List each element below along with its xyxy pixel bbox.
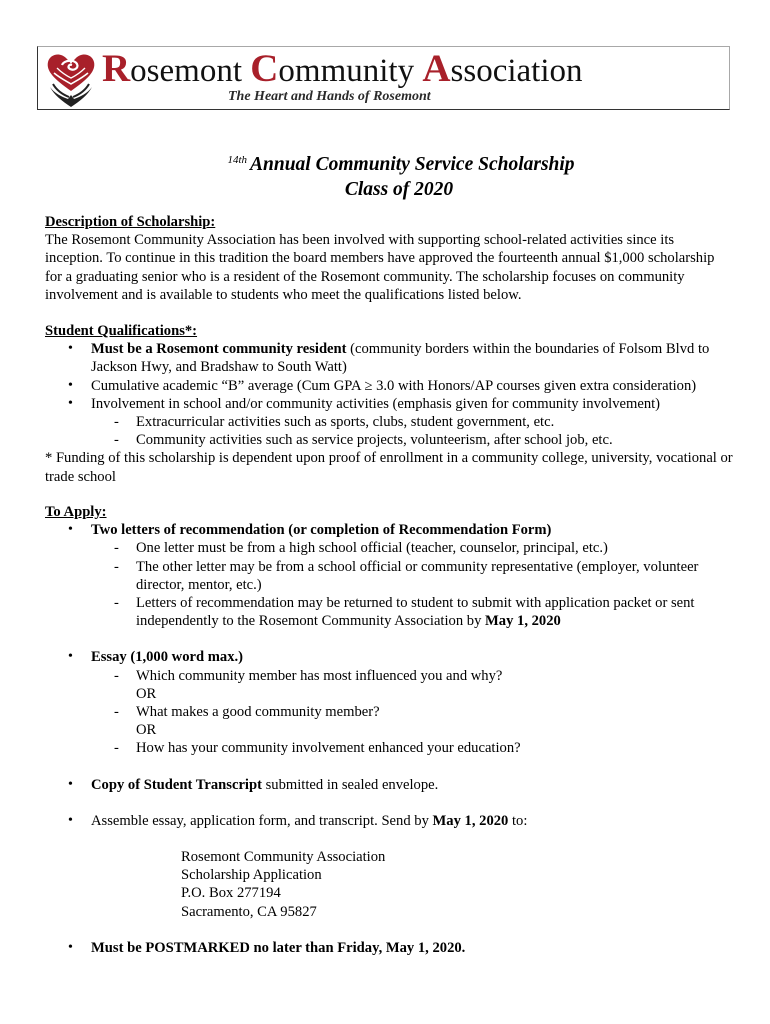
address-line: Rosemont Community Association bbox=[181, 849, 386, 866]
tagline: The Heart and Hands of Rosemont bbox=[228, 89, 431, 104]
description-section bbox=[45, 213, 735, 304]
org-name-part: ommunity bbox=[278, 53, 423, 89]
qualifications-section bbox=[45, 322, 735, 486]
apply-letters-list bbox=[45, 521, 735, 539]
sub-list-item: - Community activities such as service projects, volunteerism, after school job, etc. bbox=[45, 431, 735, 449]
list-item-text: Cumulative academic “B” average (Cum GPA ≥ 3.0 with Honors/AP courses given extra consideration) bbox=[91, 377, 697, 394]
letters-sublist bbox=[45, 539, 735, 630]
title-text: Annual Community Service Scholarship bbox=[250, 154, 575, 175]
list-item bbox=[45, 340, 735, 376]
funding-footnote: * Funding of this scholarship is dependent upon proof of enrollment in a community college, university, vocational or trade school bbox=[45, 450, 733, 485]
apply-heading: To Apply: bbox=[45, 504, 107, 520]
or-label: OR bbox=[136, 722, 157, 739]
apply-assemble-list bbox=[45, 812, 735, 830]
sub-list-item bbox=[45, 594, 735, 630]
title-ordinal: 14th bbox=[227, 154, 248, 166]
assemble-text: Assemble essay, application form, and transcript. Send by bbox=[91, 812, 433, 829]
essay-title: Essay (1,000 word max.) bbox=[91, 649, 244, 666]
list-item-text: Involvement in school and/or community activities (emphasis given for community involvement) bbox=[91, 395, 661, 412]
org-name-part: osemont bbox=[130, 53, 251, 89]
list-item-text: (community borders within the boundaries of Folsom Blvd to Jackson Hwy, and Bradshaw to South Watt) bbox=[91, 341, 710, 376]
list-item bbox=[45, 377, 735, 395]
org-name-part: ssociation bbox=[450, 53, 583, 89]
address-line: Scholarship Application bbox=[181, 867, 322, 884]
list-item bbox=[45, 395, 735, 413]
apply-section bbox=[45, 503, 735, 957]
assemble-deadline: May 1, 2020 bbox=[432, 812, 509, 829]
address-line: Sacramento, CA 95827 bbox=[181, 903, 317, 920]
transcript-bold: Copy of Student Transcript bbox=[91, 776, 262, 793]
sub-list-item: - Extracurricular activities such as sports, clubs, student government, etc. bbox=[45, 413, 735, 431]
letterhead-banner bbox=[37, 46, 730, 110]
essay-prompt: - Which community member has most influenced you and why? bbox=[45, 667, 735, 685]
transcript-text: submitted in sealed envelope. bbox=[261, 776, 439, 793]
sub-list-item: - One letter must be from a high school official (teacher, counselor, principal, etc.) bbox=[45, 539, 735, 557]
apply-transcript-list bbox=[45, 776, 735, 794]
list-item-bold: Must be a Rosemont community resident bbox=[91, 341, 347, 358]
letters-deadline: May 1, 2020 bbox=[485, 613, 561, 630]
postmark-list bbox=[45, 939, 735, 957]
org-name-initial-r: R bbox=[102, 47, 131, 90]
spacer bbox=[45, 830, 735, 848]
list-item bbox=[45, 812, 735, 830]
postmark-deadline: Must be POSTMARKED no later than Friday, May 1, 2020. bbox=[91, 939, 466, 956]
spacer bbox=[45, 630, 735, 648]
org-name-initial-a: A bbox=[422, 47, 451, 90]
document-title bbox=[0, 148, 770, 202]
spacer bbox=[45, 921, 735, 939]
sub-list-item: - The other letter may be from a school official or community representative (employer, volunteer director, mentor, etc.) bbox=[45, 558, 735, 594]
address-line: P.O. Box 277194 bbox=[181, 885, 281, 902]
spacer bbox=[45, 794, 735, 812]
list-item bbox=[45, 776, 735, 794]
sub-list-item-text: Letters of recommendation may be returned to student to submit with application packet or sent independently to the Rosemont Community Association by bbox=[136, 595, 695, 630]
letters-title: Two letters of recommendation (or completion of Recommendation Form) bbox=[91, 522, 552, 539]
description-heading: Description of Scholarship: bbox=[45, 214, 216, 230]
description-body: The Rosemont Community Association has been involved with supporting school-related activities since its inception. To continue in this tradition the board members have approved the fourteenth annual $1,000 scholarship for a graduating senior who is a resident of the Rosemont community. The scholarship focuses on community involvement and is available to students who meet the qualifications listed below. bbox=[45, 232, 715, 303]
mailing-address bbox=[45, 848, 735, 921]
title-line-1 bbox=[0, 148, 770, 177]
list-item bbox=[45, 939, 735, 957]
or-label: OR bbox=[136, 685, 157, 702]
essay-prompts-list bbox=[45, 667, 735, 758]
heart-hands-logo-icon bbox=[44, 51, 98, 111]
spacer bbox=[45, 758, 735, 776]
list-item bbox=[45, 648, 735, 666]
org-name-initial-c: C bbox=[250, 47, 279, 90]
essay-prompt: - How has your community involvement enhanced your education? bbox=[45, 739, 735, 757]
organization-name bbox=[102, 47, 583, 93]
qualifications-list bbox=[45, 340, 735, 413]
title-line-2: Class of 2020 bbox=[344, 179, 454, 200]
list-item bbox=[45, 521, 735, 539]
apply-essay-list bbox=[45, 648, 735, 666]
essay-prompt: - What makes a good community member? bbox=[45, 703, 735, 721]
assemble-text-after: to: bbox=[508, 812, 528, 829]
activities-sublist bbox=[45, 413, 735, 449]
qualifications-heading: Student Qualifications*: bbox=[45, 323, 198, 339]
